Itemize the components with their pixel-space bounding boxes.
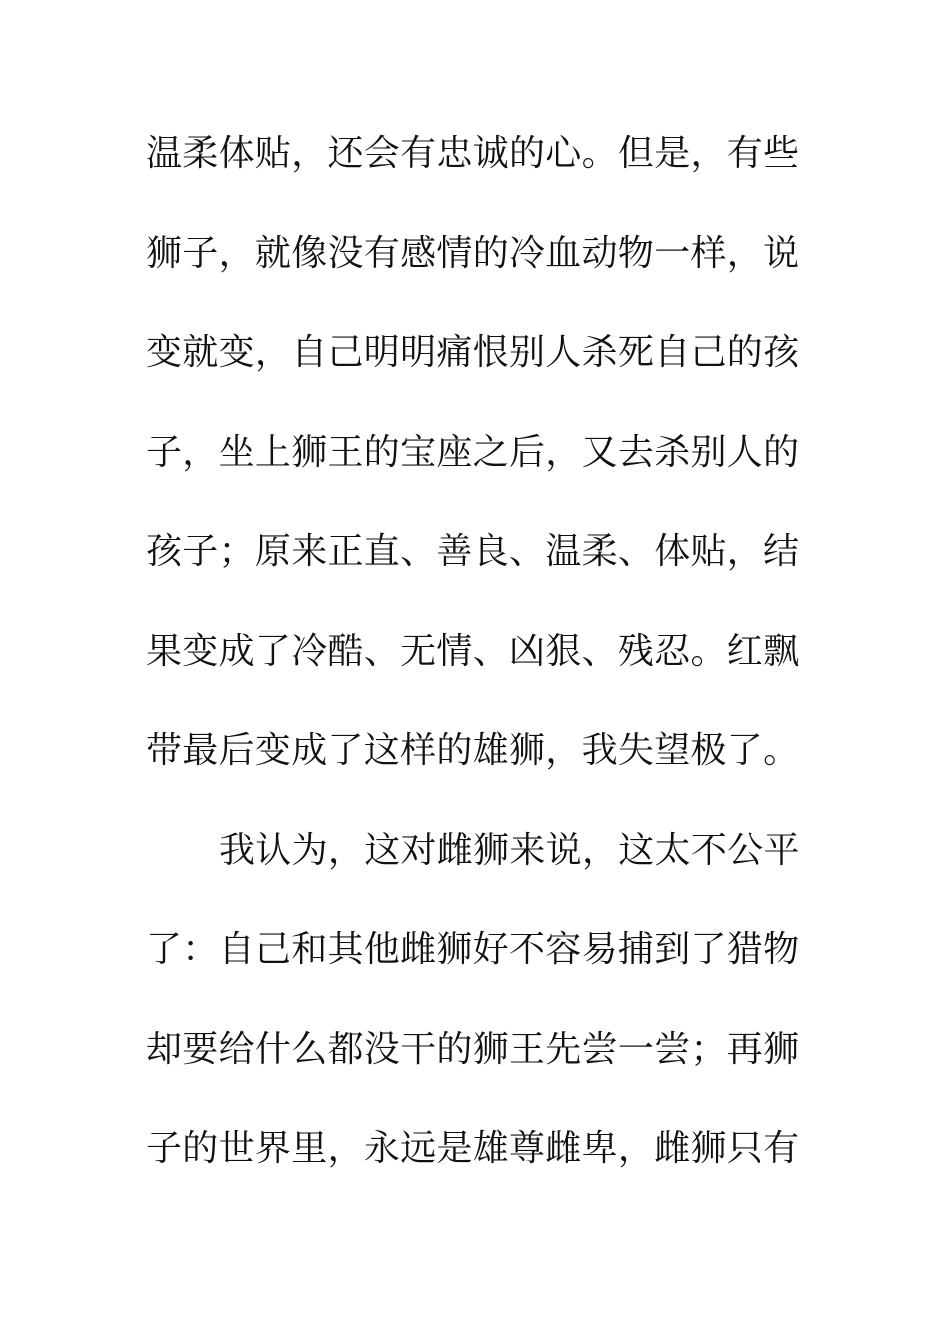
text-line: 却要给什么都没干的狮王先尝一尝；再狮 [146, 1028, 800, 1070]
text-line: 了：自己和其他雌狮好不容易捕到了猎物 [146, 929, 800, 970]
text-line: 子的世界里，永远是雄尊雌卑，雌狮只有 [146, 1128, 800, 1169]
text-line: 狮子，就像没有感情的冷血动物一样，说 [146, 232, 800, 274]
text-line: 孩子；原来正直、善良、温柔、体贴，结 [146, 531, 800, 572]
text-line: 变就变，自己明明痛恨别人杀死自己的孩 [146, 332, 800, 373]
paragraph-start-line: 我认为，这对雌狮来说，这太不公平 [219, 829, 800, 871]
text-line: 子，坐上狮王的宝座之后，又去杀别人的 [146, 431, 800, 473]
text-line: 果变成了冷酷、无情、凶狠、残忍。红飘 [146, 630, 800, 672]
text-line: 温柔体贴，还会有忠诚的心。但是，有些 [146, 133, 800, 174]
text-line: 带最后变成了这样的雄狮，我失望极了。 [146, 730, 800, 771]
body-text [146, 126, 816, 1221]
